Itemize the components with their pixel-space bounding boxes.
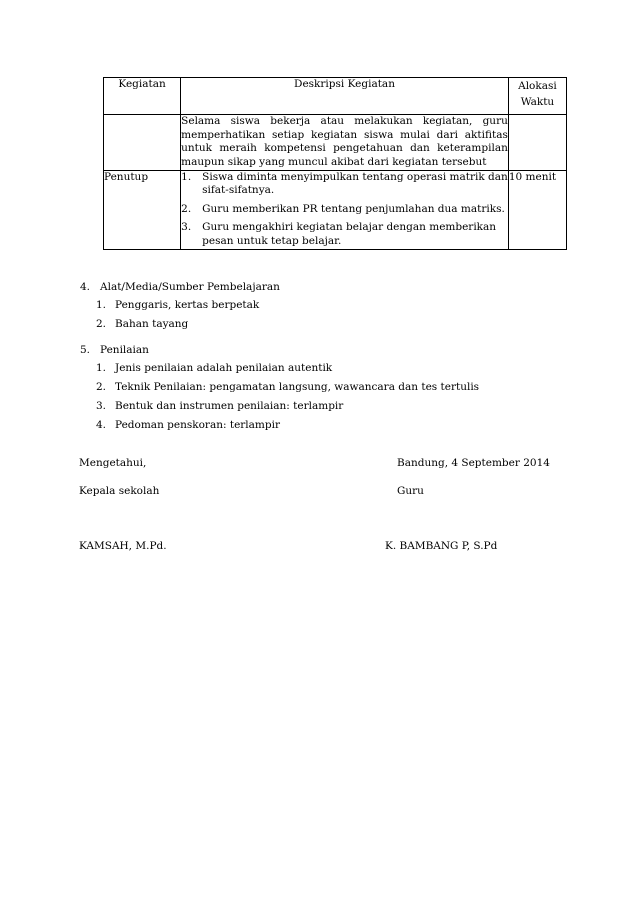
row1-kegiatan (104, 115, 181, 171)
section-title: Alat/Media/Sumber Pembelajaran (100, 281, 280, 293)
section-heading (80, 278, 280, 296)
list-item-text: Guru mengakhiri kegiatan belajar dengan memberikan pesan untuk tetap belajar. (202, 221, 497, 248)
row1-deskripsi: Selama siswa bekerja atau melakukan kegiatan, guru memperhatikan setiap kegiatan siswa mulai dari aktifitas untuk meraih kompetensi pengetahuan dan keterampilan maupun sikap yang muncul akibat dari kegiatan tersebut (181, 115, 509, 171)
signature-kepala-name: KAMSAH, M.Pd. (79, 540, 167, 552)
section-number: 5. (80, 344, 91, 356)
list-item-text: Teknik Penilaian: pengamatan langsung, wawancara dan tes tertulis (115, 381, 480, 393)
list-item-number: 1. (96, 362, 107, 374)
header-alokasi-waktu (508, 78, 566, 115)
list-item-text: Bentuk dan instrumen penilaian: terlampir (115, 400, 344, 412)
signature-kepala-sekolah: Kepala sekolah (79, 485, 160, 497)
header-kegiatan: Kegiatan (104, 78, 181, 115)
header-deskripsi: Deskripsi Kegiatan (181, 78, 509, 115)
signature-guru-name: K. BAMBANG P, S.Pd (385, 540, 498, 552)
list-item-number: 2. (96, 381, 107, 393)
list-item (181, 203, 508, 217)
list-item (80, 397, 479, 416)
list-item-text: Pedoman penskoran: terlampir (115, 419, 280, 431)
list-item-text: Guru memberikan PR tentang penjumlahan dua matriks. (202, 202, 505, 215)
list-item (181, 171, 508, 198)
table-row (104, 170, 567, 249)
list-item (80, 416, 479, 435)
list-item-number: 1. (181, 170, 192, 183)
header-waktu-line-2: Waktu (520, 96, 555, 109)
table-row (104, 115, 567, 171)
signature-mengetahui: Mengetahui, (79, 457, 147, 469)
table-header-row (104, 78, 567, 115)
kegiatan-table (103, 77, 567, 250)
list-item-number: 2. (181, 202, 192, 215)
list-item-number: 4. (96, 419, 107, 431)
row2-deskripsi (181, 170, 509, 249)
section-alat-media (80, 278, 280, 334)
list-item-text: Siswa diminta menyimpulkan tentang operasi matrik dan sifat-sifatnya. (202, 170, 508, 197)
section-title: Penilaian (100, 344, 149, 356)
list-item-text: Bahan tayang (115, 318, 189, 330)
row2-kegiatan: Penutup (104, 170, 181, 249)
list-item-number: 1. (96, 299, 107, 311)
section-penilaian (80, 341, 479, 435)
signature-guru: Guru (397, 485, 424, 497)
section-heading (80, 341, 479, 359)
list-item (181, 221, 508, 248)
list-item-number: 2. (96, 318, 107, 330)
list-item-number: 3. (96, 400, 107, 412)
signature-place-date: Bandung, 4 September 2014 (397, 457, 550, 469)
list-item (80, 359, 479, 378)
row2-waktu: 10 menit (508, 170, 566, 249)
list-item (80, 315, 280, 334)
list-item-text: Jenis penilaian adalah penilaian autentik (115, 362, 333, 374)
list-item (80, 296, 280, 315)
section-number: 4. (80, 281, 91, 293)
header-waktu-line-1: Alokasi (518, 80, 557, 92)
row1-waktu (508, 115, 566, 171)
list-item-text: Penggaris, kertas berpetak (115, 299, 260, 311)
list-item-number: 3. (181, 221, 192, 234)
list-item (80, 378, 479, 397)
